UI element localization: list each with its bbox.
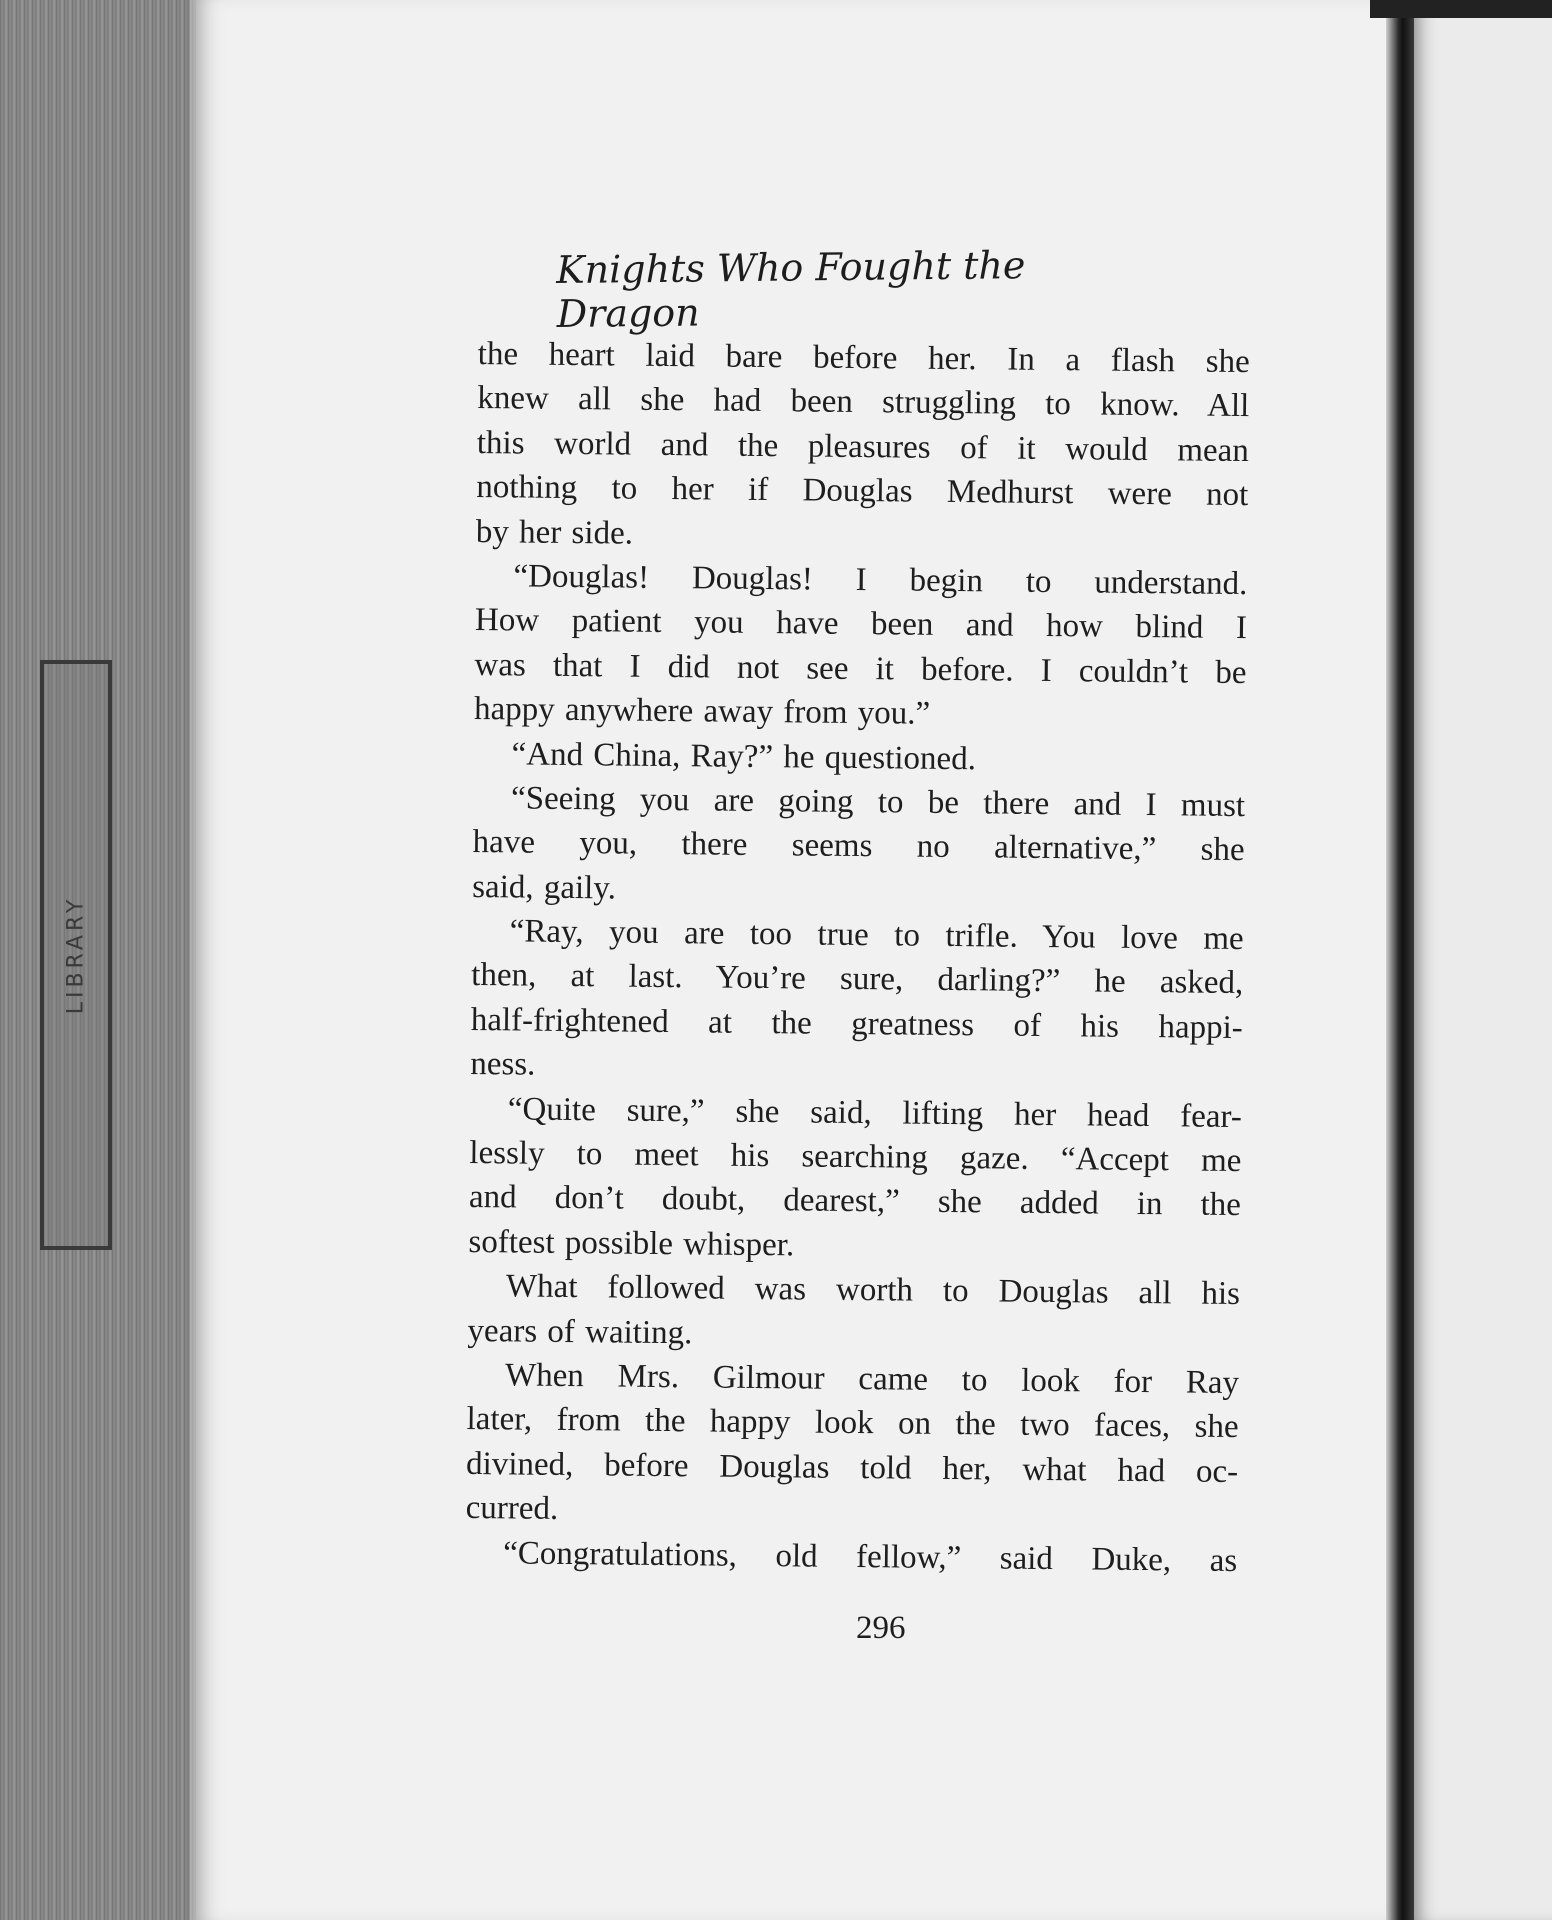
text-line: then, at last. You’re sure, darling?” he asked,	[471, 957, 1244, 1002]
text-line: lessly to meet his searching gaze. “Accept me	[469, 1134, 1242, 1180]
library-stamp-text: LIBRARY	[63, 895, 89, 1015]
scan-top-band	[1370, 0, 1552, 18]
text-line: “Douglas! Douglas! I begin to understand.	[513, 558, 1248, 603]
page-number: 296	[856, 1610, 906, 1646]
text-line: How patient you have been and how blind I	[474, 602, 1248, 647]
library-stamp	[40, 660, 112, 1250]
text-line: “And China, Ray?” he questioned.	[511, 735, 977, 777]
text-line: curred.	[465, 1490, 559, 1528]
text-line: “Ray, you are too true to trifle. You love me	[509, 913, 1244, 958]
text-line: the heart laid bare before her. In a flash she	[477, 335, 1250, 381]
text-line: was that I did not see it before. I couldn’t be	[474, 646, 1247, 691]
text-line: What followed was worth to Douglas all his	[505, 1268, 1241, 1313]
text-line: years of waiting.	[467, 1312, 693, 1351]
text-line: half-frightened at the greatness of his happi-	[470, 1001, 1243, 1046]
text-line: When Mrs. Gilmour came to look for Ray	[504, 1357, 1240, 1402]
text-line: by her side.	[475, 513, 634, 552]
text-line: softest possible whisper.	[468, 1223, 795, 1264]
text-line: nothing to her if Douglas Medhurst were not	[476, 469, 1249, 514]
text-line: “Seeing you are going to be there and I must	[510, 780, 1246, 824]
text-line: “Quite sure,” she said, lifting her head fear-	[507, 1090, 1243, 1135]
body-text	[465, 332, 1250, 1583]
running-head: Knights Who Fought the Dragon	[556, 243, 1026, 336]
text-line: divined, before Douglas told her, what had oc-	[465, 1445, 1239, 1490]
text-line: happy anywhere away from you.”	[473, 691, 931, 732]
text-line: ness.	[470, 1046, 536, 1083]
text-line: and don’t doubt, dearest,” she added in the	[468, 1179, 1242, 1224]
book-fore-edge	[0, 0, 220, 1920]
text-line: this world and the pleasures of it would mean	[476, 424, 1249, 469]
text-line: said, gaily.	[472, 868, 617, 907]
text-line: have you, there seems no alternative,” she	[472, 824, 1245, 869]
text-line: later, from the happy look on the two faces, she	[466, 1401, 1239, 1446]
book-gutter	[1386, 0, 1414, 1920]
text-line: “Congratulations, old fellow,” said Duke, as	[503, 1534, 1238, 1579]
text-line: knew all she had been struggling to know. All	[477, 380, 1250, 425]
facing-page-edge	[1414, 0, 1552, 1920]
